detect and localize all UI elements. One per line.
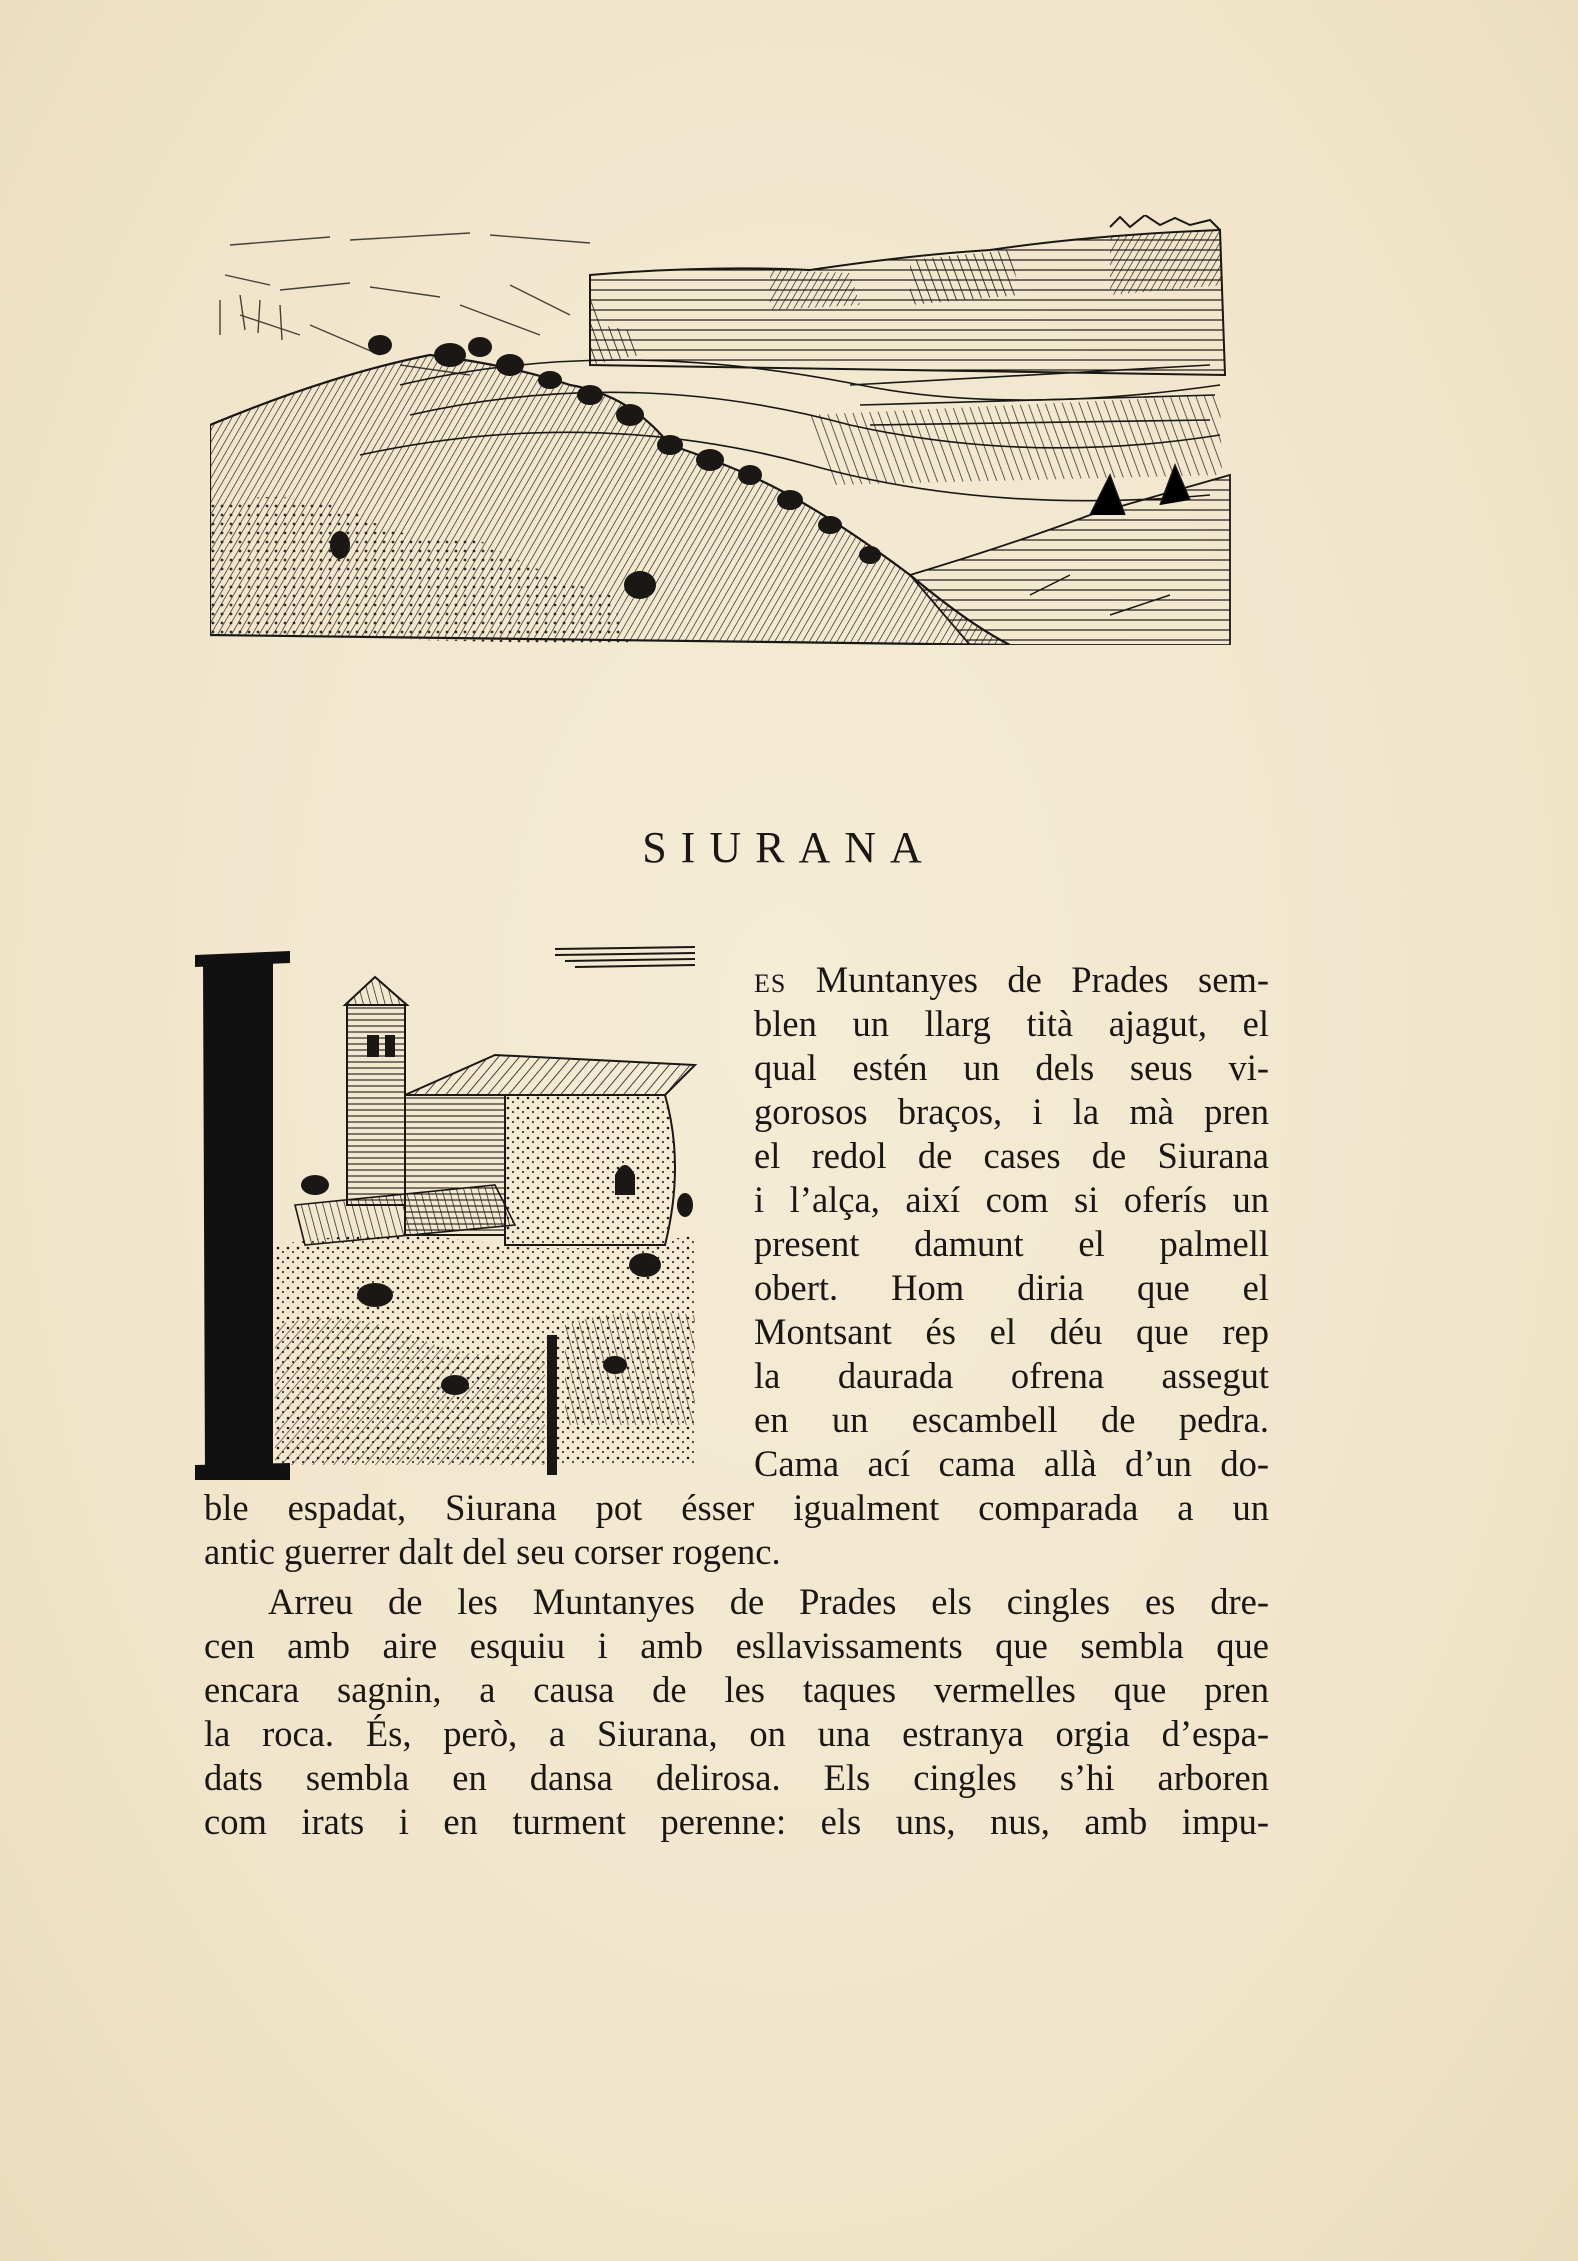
text-line: gorosos braços, i la mà pren — [754, 1091, 1269, 1132]
text-line: la roca. És, però, a Siurana, on una estranya orgia d’espa- — [204, 1713, 1269, 1754]
text-line: com irats i en turment perenne: els uns, nus, amb impu- — [204, 1801, 1269, 1842]
text-line: ble espadat, Siurana pot ésser igualment comparada a un — [204, 1487, 1269, 1528]
church-engraving-initial — [195, 945, 715, 1480]
text-line: present damunt el palmell — [754, 1223, 1269, 1264]
chapter-title: SIURANA — [642, 823, 936, 872]
text-line: Cama ací cama allà d’un do- — [754, 1443, 1269, 1484]
text-line: Arreu de les Muntanyes de Prades els cingles es dre- — [268, 1581, 1269, 1622]
text-line: el redol de cases de Siurana — [754, 1135, 1269, 1176]
siurana-landscape-engraving — [210, 215, 1240, 645]
text-line: la daurada ofrena assegut — [754, 1355, 1269, 1396]
text-line: antic guerrer dalt del seu corser rogenc. — [204, 1531, 781, 1572]
text-line: encara sagnin, a causa de les taques vermelles que pren — [204, 1669, 1269, 1710]
text-line: ES Muntanyes de Prades sem- — [754, 959, 1269, 1000]
text-line: obert. Hom diria que el — [754, 1267, 1269, 1308]
text-line: dats sembla en dansa delirosa. Els cingles s’hi arboren — [204, 1757, 1269, 1798]
text-line: Montsant és el déu que rep — [754, 1311, 1269, 1352]
text-line: blen un llarg tità ajagut, el — [754, 1003, 1269, 1044]
text-line: i l’alça, així com si oferís un — [754, 1179, 1269, 1220]
text-line: cen amb aire esquiu i amb esllavissaments que sembla que — [204, 1625, 1269, 1666]
text-line: en un escambell de pedra. — [754, 1399, 1269, 1440]
text-line: qual estén un dels seus vi- — [754, 1047, 1269, 1088]
